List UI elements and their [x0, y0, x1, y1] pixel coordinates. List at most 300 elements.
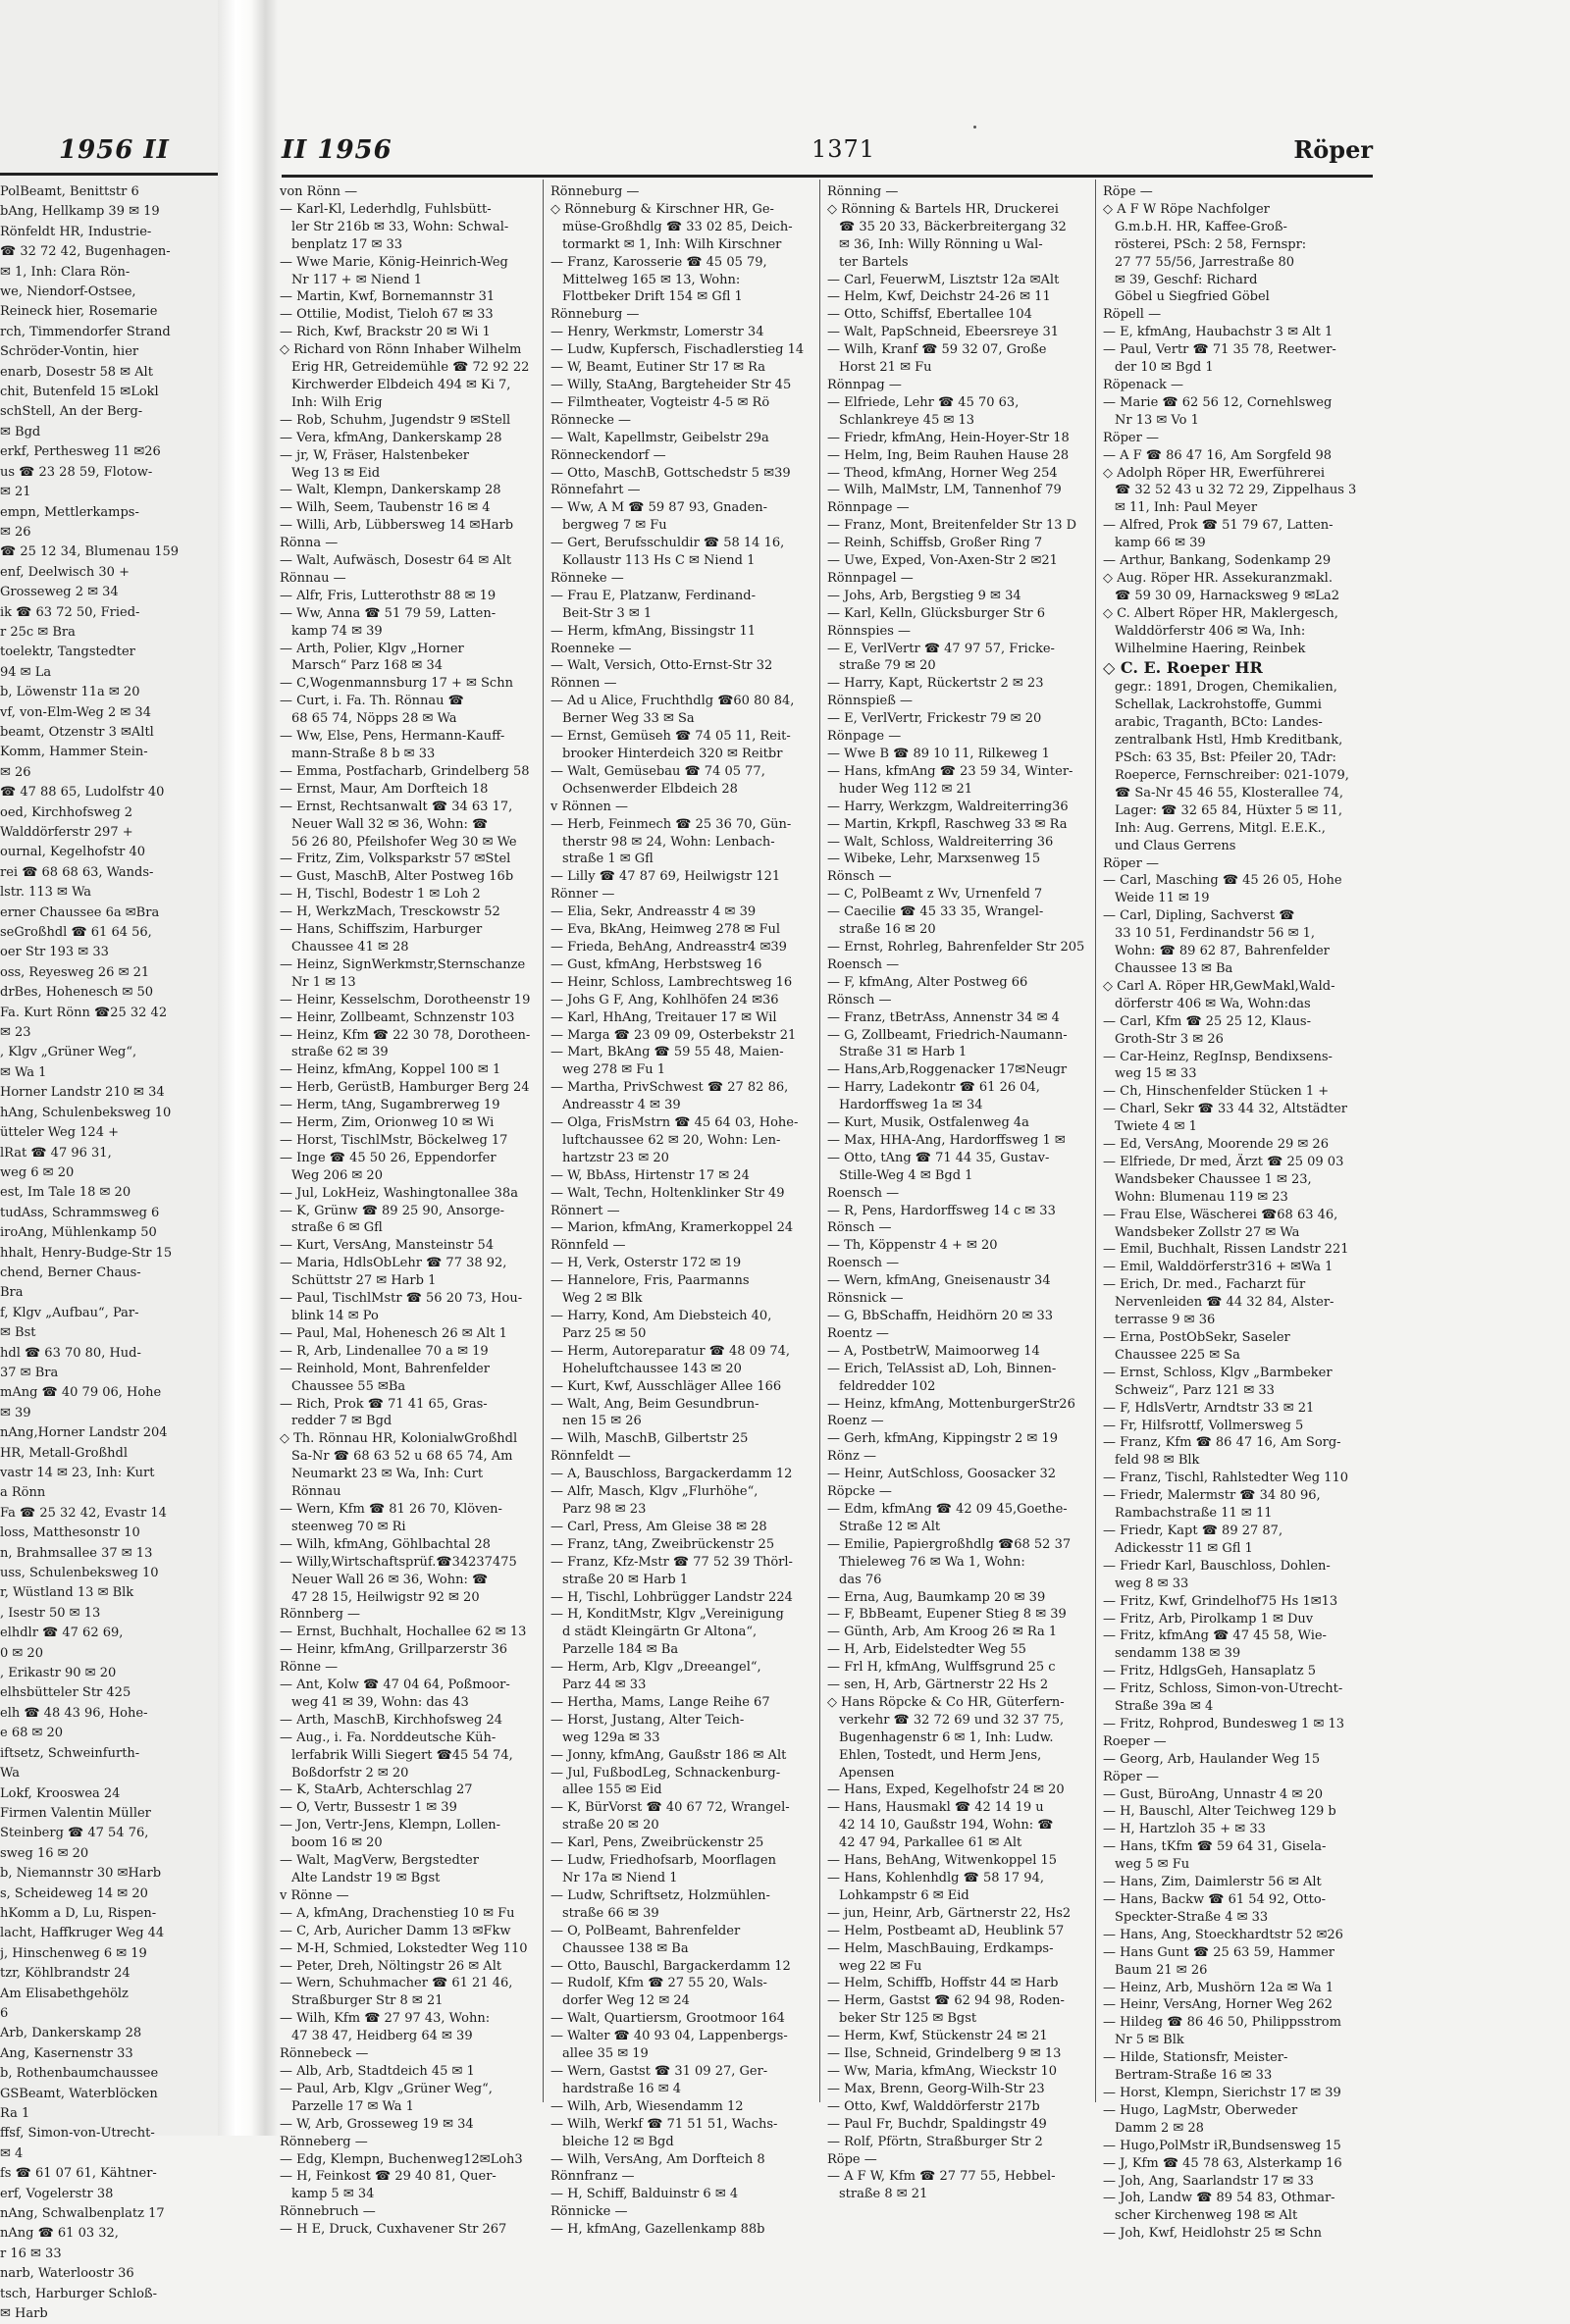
directory-entry-line: — Helm, Postbeamt aD, Heublink 57 [827, 1923, 1065, 1938]
left-page-line: bAng, Hellkamp 39 ✉ 19 [0, 204, 160, 220]
directory-entry-line: 33 10 51, Ferdinandstr 56 ✉ 1, [1115, 926, 1316, 942]
directory-entry-line: — Elfriede, Lehr ☎ 45 70 63, [827, 394, 1020, 410]
directory-entry-line: — Olga, FrisMstrn ☎ 45 64 03, Hohe- [550, 1115, 799, 1131]
directory-entry-line: — E, kfmAng, Haubachstr 3 ✉ Alt 1 [1103, 325, 1334, 340]
directory-entry-line: — Karl-Kl, Lederhdlg, Fuhlsbütt- [280, 201, 492, 217]
directory-entry-line: allee 35 ✉ 19 [562, 2046, 649, 2062]
directory-entry-line: — H, Tischl, Lohbrügger Landstr 224 [550, 1589, 793, 1605]
left-page-line: r 25c ✉ Bra [0, 624, 76, 640]
directory-entry-line: — Ernst, Gemüseh ☎ 74 05 11, Reit- [550, 729, 791, 745]
directory-entry-line: — H, Feinkost ☎ 29 40 81, Quer- [280, 2169, 497, 2185]
directory-entry-line: straße 66 ✉ 39 [562, 1905, 659, 1921]
left-page-line: narb, Waterloostr 36 [0, 2266, 134, 2282]
left-page-line: drBes, Hohenesch ✉ 50 [0, 985, 154, 1001]
directory-entry-line: ◇ Aug. Röper HR. Assekuranzmakl. [1103, 570, 1333, 586]
directory-column-3 [827, 183, 1088, 2202]
directory-entry-line: — Wwe B ☎ 89 10 11, Rilkeweg 1 [827, 747, 1050, 761]
directory-entry-line: — Paul, TischlMstr ☎ 56 20 73, Hou- [280, 1291, 523, 1307]
directory-entry-line: Nervenleiden ☎ 44 32 84, Alster- [1115, 1295, 1334, 1311]
directory-entry-line: — Reinhold, Mont, Bahrenfelder [280, 1361, 490, 1376]
directory-entry-line: ☎ 35 20 33, Bäckerbreitergang 32 [839, 219, 1067, 234]
directory-entry-line: — Jul, FußbodLeg, Schnackenburg- [550, 1765, 781, 1781]
directory-entry-line: weg 5 ✉ Fu [1115, 1857, 1190, 1873]
directory-entry-line: Wilhelmine Haering, Reinbek [1115, 641, 1306, 656]
directory-entry-line: terrasse 9 ✉ 36 [1115, 1313, 1216, 1328]
directory-entry-line: — Hans, Kohlenhdlg ☎ 58 17 94, [827, 1871, 1044, 1885]
directory-entry-line: Rönna — [280, 536, 339, 551]
directory-entry-line: — Helm, Ing, Beim Rauhen Hause 28 [827, 447, 1070, 463]
directory-entry-line: — Walter ☎ 40 93 04, Lappenbergs- [550, 2029, 788, 2044]
directory-entry-line: verkehr ☎ 32 72 69 und 32 37 75, [839, 1712, 1065, 1728]
left-page-line: ☎ 32 72 42, Bugenhagen- [0, 244, 171, 260]
directory-entry-line: — Carl, Masching ☎ 45 26 05, Hohe [1103, 873, 1342, 889]
directory-entry-line: — Ottilie, Modist, Tieloh 67 ✉ 33 [280, 307, 494, 323]
left-page-line: erf, Vogelerstr 38 [0, 2186, 114, 2201]
directory-entry-line: — Ad u Alice, Fruchthdlg ☎60 80 84, [550, 694, 795, 709]
directory-entry-line: ☎ Sa-Nr 45 46 55, Klosterallee 74, [1115, 785, 1344, 800]
directory-entry-line: Bugenhagenstr 6 ✉ 1, Inh: Ludw. [839, 1730, 1054, 1745]
directory-entry-line: — Gert, Berufsschuldir ☎ 58 14 16, [550, 536, 785, 551]
directory-entry-line: — Herm, kfmAng, Bissingstr 11 [550, 623, 757, 639]
directory-entry-line: 42 47 94, Parkallee 61 ✉ Alt [839, 1835, 1022, 1851]
directory-entry-line: — Fritz, kfmAng ☎ 47 45 58, Wie- [1103, 1628, 1327, 1644]
directory-entry-line: — C,Wogenmannsburg 17 + ✉ Schn [280, 676, 513, 692]
directory-entry-line: Wohn: ☎ 89 62 87, Bahrenfelder [1115, 944, 1330, 959]
directory-entry-line: Rönnen — [550, 676, 617, 692]
directory-entry-line: Rönnberg — [280, 1607, 361, 1623]
directory-entry-line: Lohkampstr 6 ✉ Eid [839, 1887, 969, 1903]
directory-entry-line: — Theod, kfmAng, Horner Weg 254 [827, 465, 1058, 481]
left-page-line: iroAng, Mühlenkamp 50 [0, 1225, 157, 1241]
directory-entry-line: — Walt, Versich, Otto-Ernst-Str 32 [550, 658, 773, 674]
directory-entry-line: ☎ 59 30 09, Harnacksweg 9 ✉La2 [1115, 588, 1339, 603]
left-page-line: , Erikastr 90 ✉ 20 [0, 1666, 117, 1681]
directory-entry-line: — Heinr, Kesselschm, Dorotheenstr 19 [280, 992, 531, 1007]
directory-entry-line: — F, HdlsVertr, Arndtstr 33 ✉ 21 [1103, 1400, 1315, 1416]
directory-entry-line: Röper — [1103, 855, 1159, 871]
left-page-line: ☎ 47 88 65, Ludolfstr 40 [0, 785, 165, 800]
directory-entry-line: — Herm, Kwf, Stückenstr 24 ✉ 21 [827, 2029, 1048, 2044]
directory-entry-line: — Heinz, kfmAng, MottenburgerStr26 [827, 1396, 1075, 1412]
directory-entry-line: Nr 5 ✉ Blk [1115, 2033, 1184, 2048]
directory-entry-line: — Erna, Aug, Baumkamp 20 ✉ 39 [827, 1589, 1046, 1605]
directory-entry-line: — Herm, Zim, Orionweg 10 ✉ Wi [280, 1115, 495, 1131]
directory-column-1 [280, 183, 541, 2238]
directory-entry-line: Bertram-Straße 16 ✉ 33 [1115, 2068, 1273, 2084]
directory-entry-line: — Hans, Backw ☎ 61 54 92, Otto- [1103, 1892, 1327, 1907]
directory-entry-line: — A F ☎ 86 47 16, Am Sorgfeld 98 [1103, 447, 1333, 463]
directory-entry-line: — K, Grünw ☎ 89 25 90, Ansorge- [280, 1203, 505, 1218]
directory-entry-line: Wandsbeker Zollstr 27 ✉ Wa [1115, 1224, 1300, 1240]
directory-entry-line: — Marie ☎ 62 56 12, Cornehlsweg [1103, 394, 1333, 410]
directory-entry-line: — Fritz, Rohprod, Bundesweg 1 ✉ 13 [1103, 1716, 1345, 1731]
directory-entry-line: — Paul Fr, Buchdr, Spaldingstr 49 [827, 2116, 1047, 2132]
directory-entry-line: ler Str 216b ✉ 33, Wohn: Schwal- [291, 219, 509, 234]
directory-entry-line: — Aug., i. Fa. Norddeutsche Küh- [280, 1730, 497, 1745]
directory-entry-line: Twiete 4 ✉ 1 [1115, 1119, 1197, 1135]
directory-entry-line: kamp 66 ✉ 39 [1115, 536, 1206, 551]
left-page-line: chend, Berner Chaus- [0, 1265, 141, 1280]
directory-entry-line: Rönsch — [827, 1220, 892, 1236]
directory-entry-line: — Helm, Kwf, Deichstr 24-26 ✉ 11 [827, 289, 1051, 305]
left-page-line: erkf, Perthesweg 11 ✉26 [0, 444, 161, 460]
directory-entry-line: — Rich, Kwf, Brackstr 20 ✉ Wi 1 [280, 325, 491, 340]
left-page-line: Ra 1 [0, 2106, 30, 2121]
directory-entry-line: Röpcke — [827, 1484, 892, 1500]
directory-entry-line: Apensen [839, 1765, 895, 1781]
left-page-line: weg 6 ✉ 20 [0, 1164, 75, 1180]
directory-entry-line: — Ilse, Schneid, Grindelberg 9 ✉ 13 [827, 2046, 1062, 2062]
directory-entry-line: — Ernst, Maur, Am Dorfteich 18 [280, 781, 489, 797]
directory-entry-line: — Wibeke, Lehr, Marxsenweg 15 [827, 852, 1041, 867]
directory-entry-line: Rönnspieß — [827, 694, 914, 709]
directory-entry-line: — Otto, Kwf, Walddörferstr 217b [827, 2098, 1040, 2114]
directory-entry-line: — Alfr, Masch, Klgv „Flurhöhe“, [550, 1484, 759, 1500]
left-page-line: HR, Metall-Großhdl [0, 1445, 129, 1461]
directory-entry-line: — Arthur, Bankang, Sodenkamp 29 [1103, 553, 1332, 569]
directory-entry-line: ☎ 32 52 43 u 32 72 29, Zippelhaus 3 [1115, 483, 1357, 498]
directory-entry-line: — Marga ☎ 23 09 09, Osterbekstr 21 [550, 1027, 797, 1043]
directory-entry-line: ◇ C. E. Roeper HR [1103, 658, 1263, 678]
directory-entry-line: Schüttstr 27 ✉ Harb 1 [291, 1273, 437, 1289]
directory-entry-line: — W, Beamt, Eutiner Str 17 ✉ Ra [550, 360, 765, 376]
left-page-line: we, Niendorf-Ostsee, [0, 284, 136, 300]
directory-entry-line: — Otto, tAng ☎ 71 44 35, Gustav- [827, 1150, 1050, 1165]
left-page-line: Horner Landstr 210 ✉ 34 [0, 1085, 165, 1101]
directory-entry-line: — O, Vertr, Bussestr 1 ✉ 39 [280, 1800, 457, 1816]
directory-entry-line: Rönneberg — [280, 2134, 368, 2149]
directory-entry-line: Boßdorfstr 2 ✉ 20 [291, 1765, 409, 1781]
directory-entry-line: Schweiz“, Parz 121 ✉ 33 [1115, 1382, 1275, 1398]
left-page-line: sweg 16 ✉ 20 [0, 1845, 89, 1861]
directory-entry-line: — Johs G F, Ang, Kohlhöfen 24 ✉36 [550, 992, 779, 1007]
left-page-line: b, Rothenbaumchaussee [0, 2066, 159, 2082]
directory-entry-line: — Herm, Autoreparatur ☎ 48 09 74, [550, 1343, 791, 1359]
directory-entry-line: Chaussee 138 ✉ Ba [562, 1940, 689, 1956]
directory-entry-line: — Erich, TelAssist aD, Loh, Binnen- [827, 1361, 1057, 1376]
directory-entry-line: — E, VerlVertr, Frickestr 79 ✉ 20 [827, 711, 1042, 727]
directory-entry-line: — Joh, Kwf, Heidlohstr 25 ✉ Schn [1103, 2226, 1322, 2242]
left-page-line: us ☎ 23 28 59, Flotow- [0, 464, 153, 480]
directory-entry-line: Parzelle 17 ✉ Wa 1 [291, 2098, 414, 2114]
directory-entry-line: — Franz, tBetrAss, Annenstr 34 ✉ 4 [827, 1009, 1060, 1025]
left-page-line: elh ☎ 48 43 96, Hohe- [0, 1705, 148, 1721]
left-page-line: f, Klgv „Aufbau“, Par- [0, 1305, 139, 1320]
directory-entry-line: — Martha, PrivSchwest ☎ 27 82 86, [550, 1080, 789, 1096]
left-page-line: GSBeamt, Waterblöcken [0, 2086, 158, 2101]
left-page-line: uss, Schulenbeksweg 10 [0, 1566, 159, 1581]
directory-entry-line: — Wern, Kfm ☎ 81 26 70, Klöven- [280, 1501, 502, 1517]
directory-entry-line: — Mart, BkAng ☎ 59 55 48, Maien- [550, 1045, 784, 1060]
directory-entry-line: Rönnicke — [550, 2204, 628, 2220]
directory-entry-line: Walddörferstr 406 ✉ Wa, Inh: [1115, 623, 1306, 639]
directory-entry-line: — Rich, Prok ☎ 71 41 65, Gras- [280, 1396, 488, 1412]
directory-entry-line: — O, PolBeamt, Bahrenfelder [550, 1923, 741, 1938]
directory-entry-line: ◇ Carl A. Röper HR,GewMakl,Wald- [1103, 978, 1335, 994]
directory-entry-line: — Günth, Arb, Am Kroog 26 ✉ Ra 1 [827, 1625, 1058, 1640]
directory-entry-line: Flottbeker Drift 154 ✉ Gfl 1 [562, 289, 743, 305]
directory-entry-line: redder 7 ✉ Bgd [291, 1414, 392, 1429]
running-head-name: Röper [1293, 135, 1373, 164]
directory-entry-line: — Franz, tAng, Zweibrückenstr 25 [550, 1536, 775, 1552]
directory-entry-line: der 10 ✉ Bgd 1 [1115, 360, 1214, 376]
directory-entry-line: — Carl, Press, Am Gleise 38 ✉ 28 [550, 1519, 767, 1534]
directory-entry-line: arabic, Traganth, BCto: Landes- [1115, 715, 1323, 731]
directory-entry-line: — Ernst, Rohrleg, Bahrenfelder Str 205 [827, 939, 1085, 955]
directory-entry-line: PSch: 63 35, Bst: Pfeiler 20, TAdr: [1115, 750, 1336, 766]
directory-entry-line: — Arth, MaschB, Kirchhofsweg 24 [280, 1712, 503, 1728]
directory-entry-line: Weide 11 ✉ 19 [1115, 891, 1210, 906]
directory-entry-line: — Hannelore, Fris, Paarmanns [550, 1273, 750, 1289]
directory-entry-line: Beit-Str 3 ✉ 1 [562, 605, 653, 621]
directory-entry-line: — Marion, kfmAng, Kramerkoppel 24 [550, 1220, 794, 1236]
directory-entry-line: Rönz — [827, 1449, 876, 1465]
directory-entry-line: — Wern, Gastst ☎ 31 09 27, Ger- [550, 2063, 768, 2079]
directory-entry-line: — Helm, MaschBauing, Erdkamps- [827, 1940, 1054, 1956]
left-page-line: enf, Deelwisch 30 + [0, 564, 130, 580]
directory-entry-line: — W, Arb, Grosseweg 19 ✉ 34 [280, 2116, 474, 2132]
directory-entry-line: — Heinz, kfmAng, Koppel 100 ✉ 1 [280, 1062, 501, 1078]
directory-entry-line: — Emil, Walddörferstr316 + ✉Wa 1 [1103, 1260, 1334, 1275]
directory-entry-line: mann-Straße 8 b ✉ 33 [291, 747, 436, 761]
directory-column-4 [1103, 183, 1374, 2242]
left-page-line: Am Elisabethgehölz [0, 1986, 129, 2001]
directory-entry-line: — H E, Druck, Cuxhavener Str 267 [280, 2222, 507, 2238]
directory-entry-line: — H, KonditMstr, Klgv „Vereinigung [550, 1607, 784, 1623]
directory-entry-line: — Heinr, kfmAng, Grillparzerstr 36 [280, 1642, 508, 1658]
directory-entry-line: — Walt, Techn, Holtenklinker Str 49 [550, 1185, 785, 1201]
directory-entry-line: ✉ 11, Inh: Paul Meyer [1115, 500, 1258, 516]
directory-entry-line: — Walt, PapSchneid, Ebeersreye 31 [827, 325, 1060, 340]
directory-entry-line: Neuer Wall 32 ✉ 36, Wohn: ☎ [291, 816, 489, 832]
directory-entry-line: — Hertha, Mams, Lange Reihe 67 [550, 1694, 770, 1710]
directory-entry-line: und Claus Gerrens [1115, 838, 1236, 853]
directory-entry-line: blink 14 ✉ Po [291, 1309, 379, 1323]
directory-entry-line: — Carl, FeuerwM, Lisztstr 12a ✉Alt [827, 272, 1060, 287]
directory-entry-line: Rönnebruch — [280, 2204, 376, 2220]
left-page-line: ✉ 4 [0, 2145, 24, 2161]
directory-entry-line: — Helm, Schiffb, Hoffstr 44 ✉ Harb [827, 1976, 1059, 1991]
directory-entry-line: — Ludw, Schriftsetz, Holzmühlen- [550, 1887, 770, 1903]
directory-entry-line: — H, Schiff, Balduinstr 6 ✉ 4 [550, 2187, 739, 2202]
left-page-line: ☎ 25 12 34, Blumenau 159 [0, 544, 180, 560]
directory-entry-line: Alte Landstr 19 ✉ Bgst [291, 1871, 441, 1885]
directory-entry-line: — Horst, Justang, Alter Teich- [550, 1712, 745, 1728]
directory-entry-line: — Kurt, VersAng, Mansteinstr 54 [280, 1238, 495, 1254]
directory-entry-line: dörferstr 406 ✉ Wa, Wohn:das [1115, 996, 1311, 1011]
directory-entry-line: dorfer Weg 12 ✉ 24 [562, 1993, 690, 2009]
page-number: 1371 [811, 135, 876, 163]
directory-entry-line: gegr.: 1891, Drogen, Chemikalien, [1115, 680, 1337, 696]
directory-entry-line: — Heinr, Schloss, Lambrechtsweg 16 [550, 974, 793, 990]
directory-entry-line: — H, Verk, Osterstr 172 ✉ 19 [550, 1256, 742, 1271]
directory-entry-line: Wandsbeker Chaussee 1 ✉ 23, [1115, 1171, 1312, 1187]
directory-entry-line: — Hans, kfmAng ☎ 23 59 34, Winter- [827, 763, 1073, 779]
directory-entry-line: v Rönne — [280, 1887, 349, 1903]
directory-entry-line: — Ludw, Friedhofsarb, Moorflagen [550, 1853, 776, 1869]
directory-entry-line: — Max, HHA-Ang, Hardorffsweg 1 ✉ [827, 1132, 1066, 1148]
directory-entry-line: — sen, H, Arb, Gärtnerstr 22 Hs 2 [827, 1678, 1049, 1693]
directory-entry-line: — Max, Brenn, Georg-Wilh-Str 23 [827, 2081, 1045, 2096]
directory-entry-line: — Elfriede, Dr med, Ärzt ☎ 25 09 03 [1103, 1154, 1344, 1169]
directory-entry-line: — E, VerlVertr ☎ 47 97 57, Fricke- [827, 641, 1055, 656]
directory-entry-line: — Heinr, AutSchloss, Goosacker 32 [827, 1467, 1057, 1482]
directory-entry-line: von Rönn — [280, 184, 358, 199]
left-page-header: 1956 II [59, 135, 170, 165]
directory-entry-line: straße 79 ✉ 20 [839, 658, 936, 674]
left-page-line: 0 ✉ 20 [0, 1645, 43, 1661]
directory-entry-line: — Reinh, Schiffsb, Großer Ring 7 [827, 536, 1043, 551]
directory-entry-line: Rönner — [550, 887, 615, 903]
directory-entry-line: straße 8 ✉ 21 [839, 2187, 928, 2202]
directory-entry-line: — Horst, TischlMstr, Böckelweg 17 [280, 1132, 508, 1148]
directory-entry-line: Rönnecke — [550, 412, 632, 428]
directory-entry-line: Rönnpag — [827, 377, 902, 392]
directory-entry-line: Roenneke — [550, 641, 632, 656]
directory-entry-line: — Ch, Hinschenfelder Stücken 1 + [1103, 1084, 1330, 1100]
left-page-line: ✉ Wa 1 [0, 1064, 47, 1080]
directory-entry-line: — Ant, Kolw ☎ 47 04 64, Poßmoor- [280, 1678, 510, 1693]
directory-entry-line: — jr, W, Fräser, Halstenbeker [280, 447, 469, 463]
left-page-line: ütteler Weg 124 + [0, 1125, 119, 1141]
directory-entry-line: Parz 25 ✉ 50 [562, 1325, 647, 1341]
left-page-line: Bra [0, 1285, 24, 1301]
left-page-line: mAng ☎ 40 79 06, Hohe [0, 1385, 162, 1401]
directory-entry-line: — Hans Gunt ☎ 25 63 59, Hammer [1103, 1944, 1335, 1960]
directory-entry-line: — H, Bauschl, Alter Teichweg 129 b [1103, 1804, 1336, 1820]
directory-entry-line: — Herb, Feinmech ☎ 25 36 70, Gün- [550, 816, 792, 832]
directory-entry-line: feldredder 102 [839, 1378, 936, 1394]
left-page-line: ✉ 23 [0, 1025, 31, 1041]
left-page-line: 94 ✉ La [0, 664, 52, 680]
directory-entry-line: — Gust, MaschB, Alter Postweg 16b [280, 869, 514, 885]
directory-entry-line: Rönsnick — [827, 1291, 904, 1307]
directory-entry-line: Röpenack — [1103, 377, 1184, 392]
directory-entry-line: — G, BbSchaffn, Heidhörn 20 ✉ 33 [827, 1309, 1054, 1323]
directory-entry-line: Parz 44 ✉ 33 [562, 1678, 647, 1693]
directory-entry-line: Roentz — [827, 1325, 889, 1341]
directory-entry-line: Erig HR, Getreidemühle ☎ 72 92 22 [291, 360, 530, 376]
left-page-line: oer Str 193 ✉ 33 [0, 945, 109, 960]
directory-entry-line: 27 77 55/56, Jarrestraße 80 [1115, 254, 1295, 270]
directory-entry-line: — Peter, Dreh, Nöltingstr 26 ✉ Alt [280, 1958, 502, 1974]
left-page-line: ✉ 39 [0, 1405, 31, 1420]
directory-entry-line: — Ludw, Kupfersch, Fischadlerstieg 14 [550, 342, 805, 358]
directory-entry-line: ◇ Th. Rönnau HR, KolonialwGroßhdl [280, 1431, 518, 1447]
directory-entry-line: Schellak, Lackrohstoffe, Gummi [1115, 697, 1322, 713]
left-page-line: Rönfeldt HR, Industrie- [0, 224, 152, 239]
left-page-line: Steinberg ☎ 47 54 76, [0, 1826, 149, 1841]
left-page-line: r, Wüstland 13 ✉ Blk [0, 1585, 134, 1601]
directory-entry-line: Rönnebeck — [280, 2046, 369, 2062]
directory-entry-line: — Herb, GerüstB, Hamburger Berg 24 [280, 1080, 530, 1096]
directory-entry-line: ◇ Richard von Rönn Inhaber Wilhelm [280, 342, 522, 358]
directory-entry-line: — Walt, Gemüsebau ☎ 74 05 77, [550, 763, 765, 779]
left-page-line: fs ☎ 61 07 61, Kähtner- [0, 2166, 157, 2182]
directory-entry-line: Rönnfeld — [550, 1238, 626, 1254]
directory-entry-line: — F, kfmAng, Alter Postweg 66 [827, 974, 1028, 990]
directory-entry-line: kamp 74 ✉ 39 [291, 623, 383, 639]
left-page-line: ✉ Bst [0, 1325, 36, 1341]
left-page-line: j, Hinschenweg 6 ✉ 19 [0, 1945, 147, 1961]
left-page-line: seGroßhdl ☎ 61 64 56, [0, 925, 152, 941]
directory-entry-line: Thieleweg 76 ✉ Wa 1, Wohn: [839, 1554, 1025, 1570]
directory-entry-line: bergweg 7 ✉ Fu [562, 518, 667, 534]
left-page-line: Firmen Valentin Müller [0, 1805, 151, 1821]
directory-entry-line: scher Kirchenweg 198 ✉ Alt [1115, 2208, 1298, 2224]
directory-entry-line: Sa-Nr ☎ 68 63 52 u 68 65 74, Am [291, 1449, 513, 1465]
left-page-line: nAng, Schwalbenplatz 17 [0, 2206, 165, 2222]
directory-entry-line: — Hans,Arb,Roggenacker 17✉Neugr [827, 1062, 1068, 1078]
directory-entry-line: — Georg, Arb, Haulander Weg 15 [1103, 1751, 1321, 1767]
directory-entry-line: — Wern, Schuhmacher ☎ 61 21 46, [280, 1976, 513, 1991]
directory-entry-line: Chaussee 225 ✉ Sa [1115, 1347, 1240, 1363]
directory-entry-line: sendamm 138 ✉ 39 [1115, 1646, 1241, 1662]
left-page-line: ✉ 21 [0, 485, 31, 500]
left-page-line: hdl ☎ 63 70 80, Hud- [0, 1345, 141, 1361]
left-page-line: a Rönn [0, 1485, 46, 1501]
left-page-line: lstr. 113 ✉ Wa [0, 885, 92, 901]
directory-entry-line: — Wilh, Seem, Taubenstr 16 ✉ 4 [280, 500, 491, 516]
left-page-line: ✉ Bgd [0, 424, 41, 439]
directory-entry-line: — Fritz, HdlgsGeh, Hansaplatz 5 [1103, 1664, 1316, 1679]
directory-entry-line: Nr 13 ✉ Vo 1 [1115, 412, 1199, 428]
directory-entry-line: Rönnefahrt — [550, 483, 641, 498]
directory-entry-line: — Erna, PostObSekr, Saseler [1103, 1330, 1290, 1345]
directory-entry-line: Damm 2 ✉ 28 [1115, 2120, 1204, 2136]
directory-entry-line: Rönne — [280, 1660, 339, 1676]
directory-entry-line: hardstraße 16 ✉ 4 [562, 2081, 681, 2096]
directory-entry-line: — Emil, Buchhalt, Rissen Landstr 221 [1103, 1242, 1349, 1258]
directory-entry-line: therstr 98 ✉ 24, Wohn: Lenbach- [562, 834, 775, 850]
directory-entry-line: ◇ Adolph Röper HR, Ewerführerei [1103, 465, 1326, 481]
directory-entry-line: — R, Pens, Hardorffsweg 14 c ✉ 33 [827, 1203, 1056, 1218]
directory-entry-line: Rönpage — [827, 729, 902, 745]
directory-entry-line: Chaussee 55 ✉Ba [291, 1378, 406, 1394]
directory-entry-line: — Frau E, Platzanw, Ferdinand- [550, 588, 756, 603]
directory-entry-line: — Filmtheater, Vogteistr 4-5 ✉ Rö [550, 394, 770, 410]
left-page-line: Fa ☎ 25 32 42, Evastr 14 [0, 1505, 167, 1521]
directory-entry-line: — Uwe, Exped, Von-Axen-Str 2 ✉21 [827, 553, 1058, 569]
directory-entry-line: — Walt, Ang, Beim Gesundbrun- [550, 1396, 759, 1412]
directory-entry-line: — Hilde, Stationsfr, Meister- [1103, 2050, 1288, 2066]
directory-entry-line: Speckter-Straße 4 ✉ 33 [1115, 1909, 1269, 1925]
directory-entry-line: hartzstr 23 ✉ 20 [562, 1150, 669, 1165]
directory-entry-line: Kollaustr 113 Hs C ✉ Niend 1 [562, 553, 756, 569]
directory-entry-line: — Paul, Vertr ☎ 71 35 78, Reetwer- [1103, 342, 1336, 358]
directory-entry-line: — K, BürVorst ☎ 40 67 72, Wrangel- [550, 1800, 790, 1816]
directory-entry-line: — Curt, i. Fa. Th. Rönnau ☎ [280, 694, 464, 709]
directory-entry-line: — Inge ☎ 45 50 26, Eppendorfer [280, 1150, 497, 1165]
left-page-line: oss, Reyesweg 26 ✉ 21 [0, 964, 150, 980]
left-page-line: Walddörferstr 297 + [0, 825, 133, 840]
directory-column-2 [550, 183, 811, 2238]
directory-entry-line: Horst 21 ✉ Fu [839, 360, 932, 376]
header-rule [282, 175, 1373, 178]
left-page-line: tzr, Köhlbrandstr 24 [0, 1966, 131, 1982]
directory-entry-line: Chaussee 13 ✉ Ba [1115, 960, 1233, 976]
directory-entry-line: lerfabrik Willi Siegert ☎45 54 74, [291, 1747, 513, 1763]
left-page-line: Lokf, Krooswea 24 [0, 1785, 121, 1801]
directory-entry-line: — Walt, Aufwäsch, Dosestr 64 ✉ Alt [280, 553, 512, 569]
directory-entry-line: Rönneburg — [550, 184, 640, 199]
directory-entry-line: — Joh, Landw ☎ 89 54 83, Othmar- [1103, 2191, 1335, 2206]
directory-entry-line: — Friedr, Kapt ☎ 89 27 87, [1103, 1523, 1283, 1538]
directory-entry-line: Roeperce, Fernschreiber: 021-1079, [1115, 768, 1349, 783]
left-page-line: iftsetz, Schweinfurth- [0, 1745, 140, 1761]
directory-entry-line: luftchaussee 62 ✉ 20, Wohn: Len- [562, 1132, 781, 1148]
directory-entry-line: Rönnert — [550, 1203, 620, 1218]
